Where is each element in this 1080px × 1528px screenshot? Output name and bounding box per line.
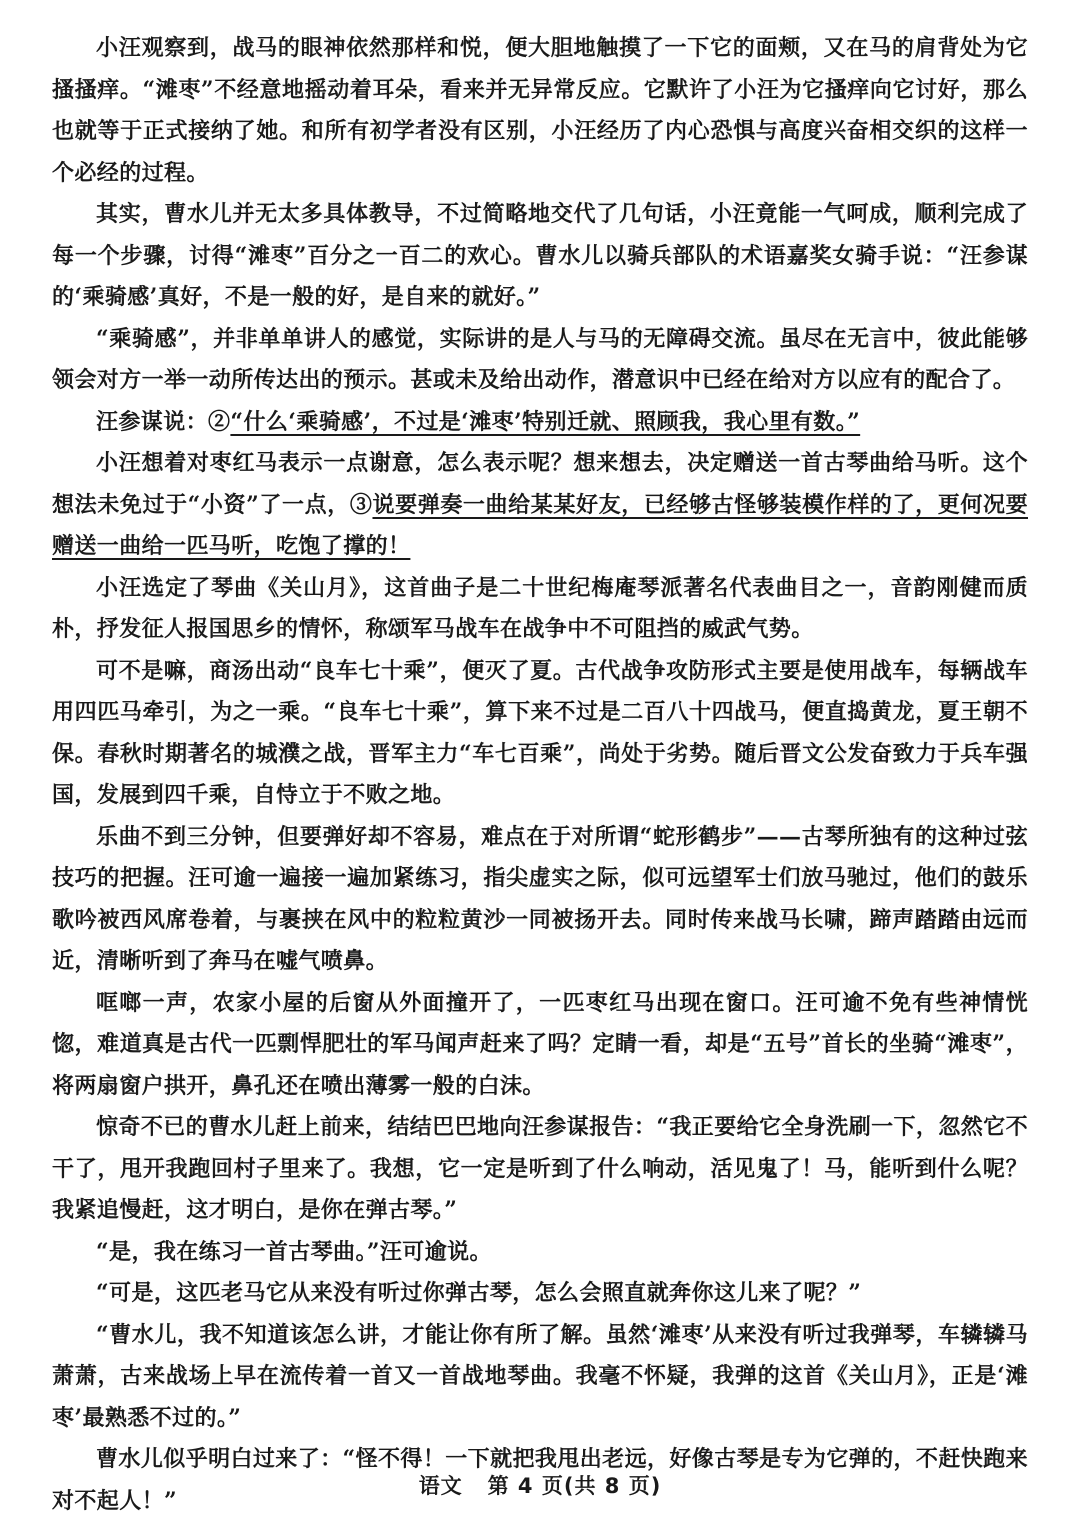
footer-page-number: 第 4 页(共 8 页) — [487, 1474, 662, 1498]
paragraph-10: 惊奇不已的曹水儿赶上前来，结结巴巴地向汪参谋报告：“我正要给它全身洗刷一下，忽然它不干了，甩开我跑回村子里来了。我想，它一定是听到了什么响动，活见鬼了！马，能听到什么呢？我紧追慢赶，这才明白，是你在弹古琴。” — [52, 1114, 1028, 1223]
paragraph-6: 小汪选定了琴曲《关山月》，这首曲子是二十世纪梅庵琴派著名代表曲目之一，音韵刚健而质朴，抒发征人报国思乡的情怀，称颂军马战车在战争中不可阻挡的威武气势。 — [52, 574, 1028, 642]
paragraph-7: 可不是嘛，商汤出动“良车七十乘”，便灭了夏。古代战争攻防形式主要是使用战车，每辆战车用四匹马牵引，为之一乘。“良车七十乘”，算下来不过是二百八十四战马，便直捣黄龙，夏王朝不保。春秋时期著名的城濮之战，晋军主力“车七百乘”，尚处于劣势。随后晋文公发奋致力于兵车强国，发展到四千乘，自恃立于不败之地。 — [52, 657, 1028, 808]
footer-spacer — [463, 1474, 488, 1498]
paragraph-4 — [52, 402, 1028, 444]
paragraph-12: “可是，这匹老马它从来没有听过你弹古琴，怎么会照直就奔你这儿来了呢？” — [96, 1280, 862, 1306]
paragraph-8: 乐曲不到三分钟，但要弹好却不容易，难点在于对所谓“蛇形鹤步”——古琴所独有的这种过弦技巧的把握。汪可逾一遍接一遍加紧练习，指尖虚实之际，似可远望军士们放马驰过，他们的鼓乐歌吟被西风席卷着，与裹挟在风中的粒粒黄沙一同被扬开去。同时传来战马长啸，蹄声踏踏由远而近，清晰听到了奔马在嘘气喷鼻。 — [52, 823, 1028, 974]
paragraph-14: 曹水儿似乎明白过来了：“怪不得！一下就把我甩出老远，好像古琴是专为它弹的，不赶快跑来对不起人！” — [52, 1446, 1028, 1514]
paragraph-9: 哐啷一声，农家小屋的后窗从外面撞开了，一匹枣红马出现在窗口。汪可逾不免有些神情恍惚，难道真是古代一匹剽悍肥壮的军马闻声赶来了吗？定睛一看，却是“五号”首长的坐骑“滩枣”，将两扇窗户拱开，鼻孔还在喷出薄雾一般的白沫。 — [52, 989, 1028, 1099]
paragraph-1: 小汪观察到，战马的眼神依然那样和悦，便大胆地触摸了一下它的面颊，又在马的肩背处为它搔搔痒。“滩枣”不经意地摇动着耳朵，看来并无异常反应。它默许了小汪为它搔痒向它讨好，那么也就等于正式接纳了她。和所有初学者没有区别，小汪经历了内心恐惧与高度兴奋相交织的这样一个必经的过程。 — [52, 35, 1028, 186]
underlined-sentence-3: 说要弹奏一曲给某某好友，已经够古怪够装模作样的了，更何况要赠送一曲给一匹马听，吃饱了撑的！ — [52, 491, 1028, 559]
paragraph-5-prefix: 小汪想着对枣红马表示一点谢意，怎么表示呢？想来想去，决定赠送一首古琴曲给马听。这个想法未免过于“小资”了一点，③ — [52, 450, 1028, 518]
paragraph-5 — [52, 443, 1028, 568]
paragraph-11: “是，我在练习一首古琴曲。”汪可逾说。 — [96, 1238, 492, 1265]
footer-subject: 语文 — [418, 1474, 463, 1498]
page-footer — [0, 1470, 1080, 1500]
paragraph-4-prefix: 汪参谋说：② — [96, 408, 231, 435]
underlined-sentence-2: “什么‘乘骑感’，不过是‘滩枣’特别迁就、照顾我，我心里有数。” — [230, 408, 861, 435]
article-body — [52, 28, 1028, 1522]
paragraph-3: “乘骑感”，并非单单讲人的感觉，实际讲的是人与马的无障碍交流。虽尽在无言中，彼此能够领会对方一举一动所传达出的预示。甚或未及给出动作，潜意识中已经在给对方以应有的配合了。 — [52, 325, 1028, 393]
paragraph-2: 其实，曹水儿并无太多具体教导，不过简略地交代了几句话，小汪竟能一气呵成，顺利完成了每一个步骤，讨得“滩枣”百分之一百二的欢心。曹水儿以骑兵部队的术语嘉奖女骑手说：“汪参谋的‘乘骑感’真好，不是一般的好，是自来的就好。” — [52, 201, 1028, 310]
paragraph-13: “曹水儿，我不知道该怎么讲，才能让你有所了解。虽然‘滩枣’从来没有听过我弹琴，车辚辚马萧萧，古来战场上早在流传着一首又一首战地琴曲。我毫不怀疑，我弹的这首《关山月》，正是‘滩枣’最熟悉不过的。” — [52, 1321, 1028, 1431]
